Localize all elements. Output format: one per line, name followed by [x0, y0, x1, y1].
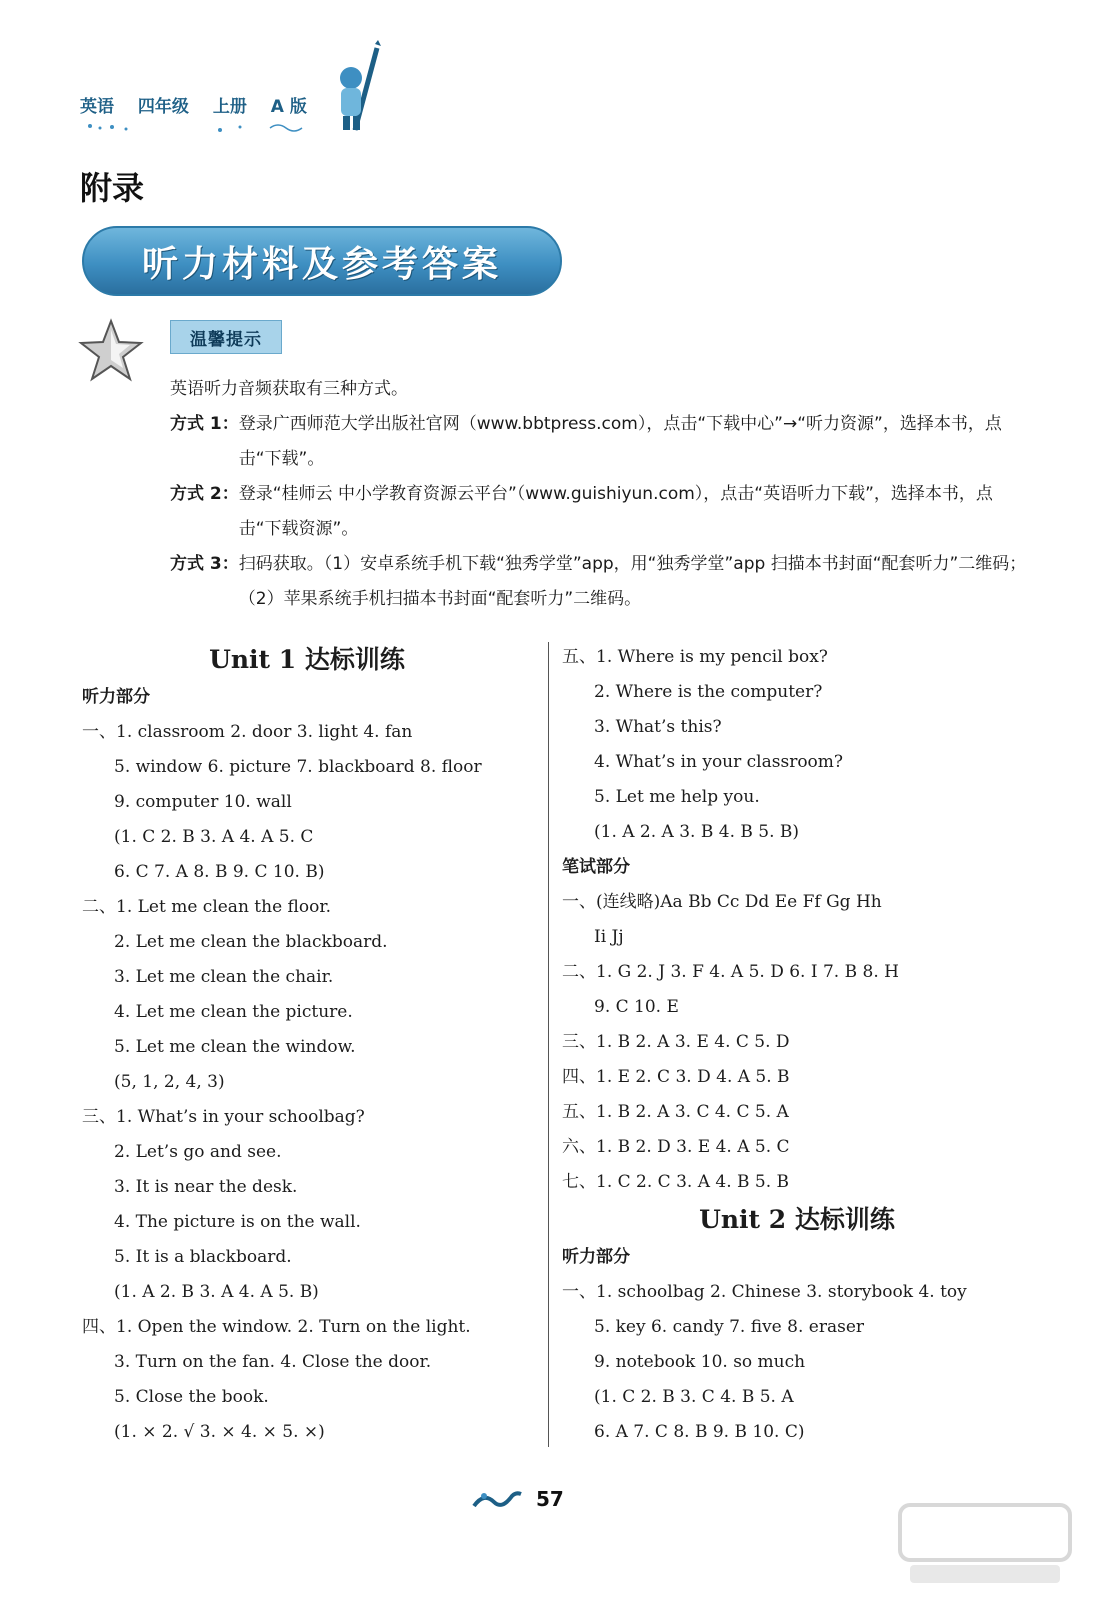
- answer-line: 3. What’s this?: [594, 717, 722, 737]
- answer-line: 一、1. schoolbag 2. Chinese 3. storybook 4. toy: [562, 1282, 967, 1302]
- answer-line: 2. Let’s go and see.: [114, 1142, 282, 1162]
- answer-line: 四、1. Open the window. 2. Turn on the light.: [82, 1317, 471, 1337]
- answer-line: 五、1. B 2. A 3. C 4. C 5. A: [562, 1102, 789, 1122]
- answer-line: 2. Where is the computer?: [594, 682, 823, 702]
- answer-line: 5. window 6. picture 7. blackboard 8. floor: [114, 757, 482, 777]
- answer-line: (1. × 2. √ 3. × 4. × 5. ×): [114, 1422, 325, 1442]
- header-edition: A 版: [270, 97, 307, 117]
- answer-line: 9. computer 10. wall: [114, 792, 292, 812]
- answer-line: 四、1. E 2. C 3. D 4. A 5. B: [562, 1067, 790, 1087]
- answer-line: 2. Let me clean the blackboard.: [114, 932, 388, 952]
- page-number: 57: [536, 1487, 564, 1511]
- answer-line: 6. C 7. A 8. B 9. C 10. B): [114, 862, 325, 882]
- boy-with-pencil-icon: [325, 40, 385, 135]
- tip-way-1: 方式 1： 登录广西师范大学出版社官网（www.bbtpress.com），点击“下载中心”→“听力资源”，选择本书，点击“下载”。: [170, 414, 1002, 469]
- answer-line: 9. C 10. E: [594, 997, 679, 1017]
- unit1-title: Unit 1 达标训练: [209, 645, 405, 674]
- answer-line: 6. A 7. C 8. B 9. B 10. C): [594, 1422, 805, 1442]
- answer-line: 5. key 6. candy 7. five 8. eraser: [594, 1317, 864, 1337]
- answer-line: (1. C 2. B 3. A 4. A 5. C: [114, 827, 314, 847]
- page-logo-icon: [470, 1486, 525, 1514]
- answer-line: 六、1. B 2. D 3. E 4. A 5. C: [562, 1137, 790, 1157]
- tip-way-2: 方式 2： 登录“桂师云 中小学教育资源云平台”（www.guishiyun.com），点击“英语听力下载”，选择本书，点击“下载资源”。: [170, 484, 993, 539]
- answer-line: 4. What’s in your classroom?: [594, 752, 844, 772]
- banner-title: 听力材料及参考答案: [141, 242, 502, 285]
- answer-line: 一、(连线略)Aa Bb Cc Dd Ee Ff Gg Hh: [562, 892, 882, 912]
- answer-line: 3. Turn on the fan. 4. Close the door.: [114, 1352, 432, 1372]
- answer-line: 5. Close the book.: [114, 1387, 269, 1407]
- header-dots-decoration: [80, 118, 320, 138]
- right-column: [562, 640, 1032, 1450]
- answer-line: (1. C 2. B 3. C 4. B 5. A: [594, 1387, 794, 1407]
- book-header: [80, 92, 325, 117]
- answer-line: 七、1. C 2. C 3. A 4. B 5. B: [562, 1172, 790, 1192]
- tip-way-3: 方式 3： 扫码获取。（1）安卓系统手机下载“独秀学堂”app，用“独秀学堂”app 扫描本书封面“配套听力”二维码；（2）苹果系统手机扫描本书封面“配套听力”二维码。: [170, 554, 1027, 609]
- answer-line: (5, 1, 2, 4, 3): [114, 1072, 225, 1092]
- answer-line: 二、1. G 2. J 3. F 4. A 5. D 6. I 7. B 8. H: [562, 962, 899, 982]
- left-column: [82, 640, 532, 1450]
- listening-label-2: 听力部分: [562, 1247, 630, 1267]
- answer-line: 三、1. What’s in your schoolbag?: [82, 1107, 365, 1127]
- watermark-logo: [890, 1500, 1080, 1590]
- answer-line: 一、1. classroom 2. door 3. light 4. fan: [82, 722, 413, 742]
- answer-line: 五、1. Where is my pencil box?: [562, 647, 828, 667]
- answer-line: Ii Jj: [594, 927, 624, 947]
- header-subject: 英语: [80, 97, 114, 117]
- tip-intro: 英语听力音频获取有三种方式。: [170, 379, 408, 399]
- written-label: 笔试部分: [562, 857, 630, 877]
- tip-content: [170, 372, 1030, 617]
- answer-line: 5. It is a blackboard.: [114, 1247, 292, 1267]
- appendix-title: 附录: [80, 169, 145, 207]
- star-icon: [78, 318, 144, 384]
- answer-line: 9. notebook 10. so much: [594, 1352, 806, 1372]
- column-divider: [548, 642, 549, 1447]
- unit2-title: Unit 2 达标训练: [699, 1205, 895, 1234]
- answer-line: 4. The picture is on the wall.: [114, 1212, 361, 1232]
- answer-line: (1. A 2. A 3. B 4. B 5. B): [594, 822, 800, 842]
- tip-label: 温馨提示: [170, 320, 282, 354]
- answer-line: 3. It is near the desk.: [114, 1177, 298, 1197]
- answer-line: 3. Let me clean the chair.: [114, 967, 334, 987]
- answer-line: 三、1. B 2. A 3. E 4. C 5. D: [562, 1032, 790, 1052]
- header-grade: 四年级: [137, 97, 189, 117]
- header-volume: 上册: [212, 97, 247, 117]
- answer-line: 5. Let me help you.: [594, 787, 760, 807]
- answer-line: (1. A 2. B 3. A 4. A 5. B): [114, 1282, 319, 1302]
- listening-label: 听力部分: [82, 687, 150, 707]
- answer-line: 5. Let me clean the window.: [114, 1037, 356, 1057]
- section-banner: [82, 226, 562, 296]
- answer-line: 二、1. Let me clean the floor.: [82, 897, 332, 917]
- answer-line: 4. Let me clean the picture.: [114, 1002, 353, 1022]
